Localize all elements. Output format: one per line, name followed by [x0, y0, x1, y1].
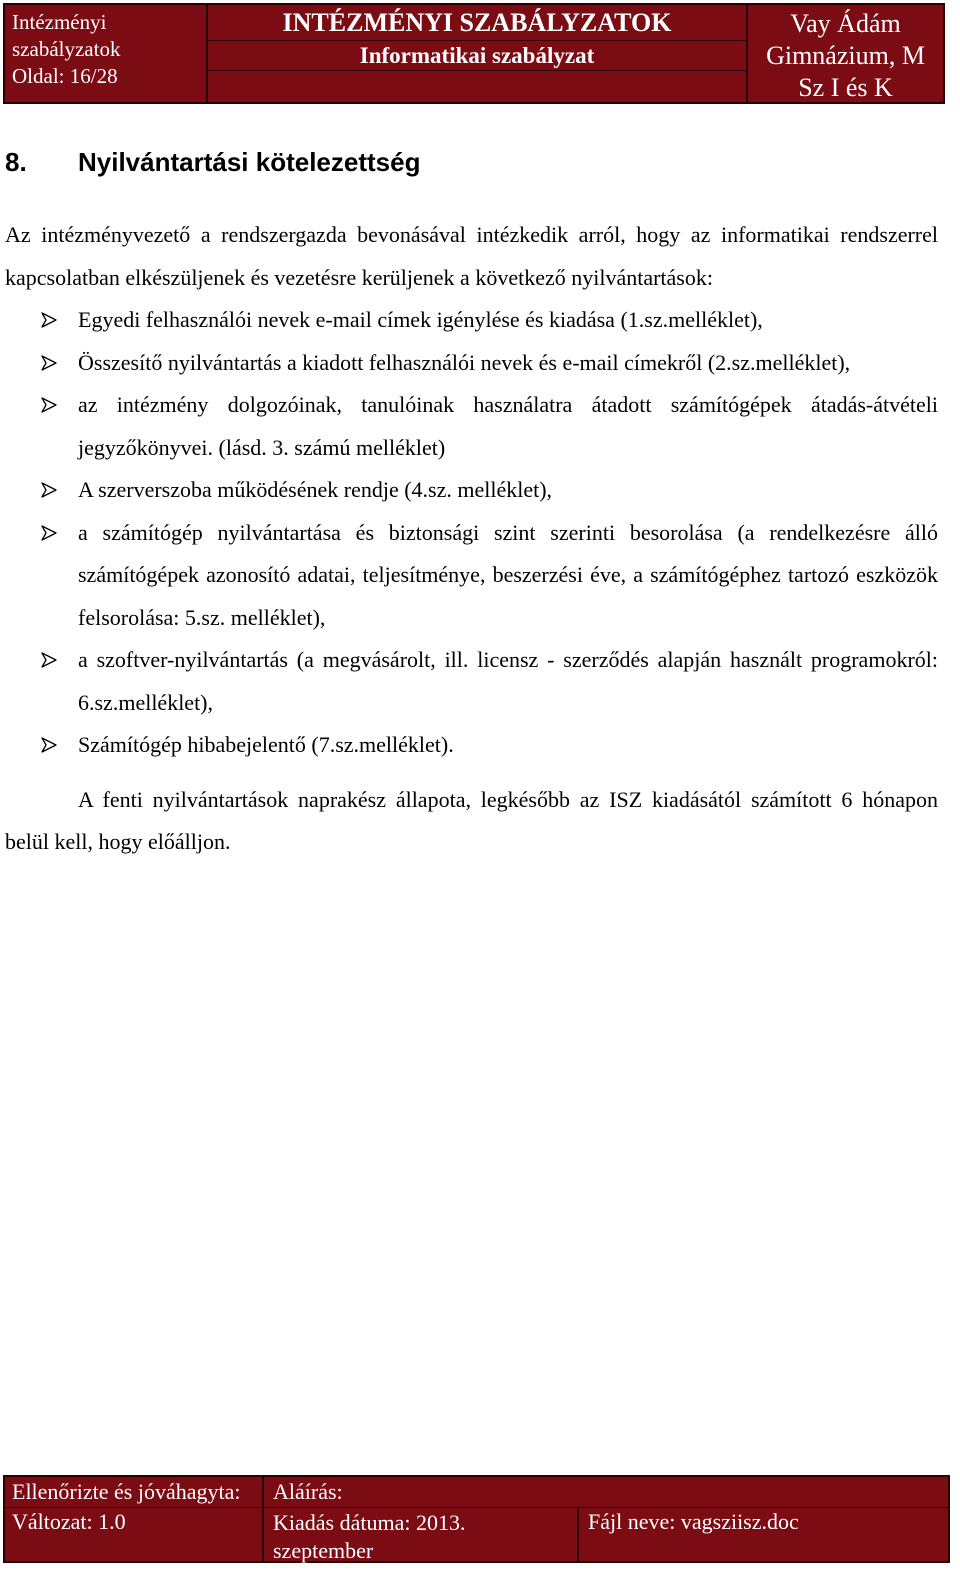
- arrowhead-bullet-icon: [39, 342, 59, 385]
- list-item-text: az intézmény dolgozóinak, tanulóinak használatra átadott számítógépek átadás-átvételi jegyzőkönyvei. (lásd. 3. számú melléklet): [78, 392, 938, 460]
- header-institution: [748, 5, 943, 104]
- issue-date-line: szeptember: [273, 1538, 374, 1563]
- list-item-text: Összesítő nyilvántartás a kiadott felhasználói nevek és e-mail címekről (2.sz.melléklet),: [78, 349, 851, 375]
- approved-by-label: Ellenőrizte és jóváhagyta:: [5, 1477, 264, 1507]
- list-item-text: A szerverszoba működésének rendje (4.sz. melléklet),: [78, 477, 553, 502]
- arrowhead-bullet-icon: [39, 639, 59, 682]
- list-item-text: a szoftver-nyilvántartás (a megvásárolt, ill. licensz - szerződés alapján használt programokról: 6.sz.melléklet),: [78, 647, 938, 715]
- section-number: 8.: [5, 147, 27, 177]
- page-number: Oldal: 16/28: [12, 64, 118, 88]
- page-header: [3, 3, 945, 104]
- header-subtitle: Informatikai szabályzat: [208, 41, 746, 71]
- institution-line: Vay Ádám: [790, 9, 901, 38]
- header-title-block: [208, 5, 748, 104]
- arrowhead-bullet-icon: [39, 724, 59, 767]
- header-doc-line: Intézményi: [12, 10, 107, 34]
- page-footer: [3, 1475, 950, 1563]
- section-title: Nyilvántartási kötelezettség: [78, 147, 421, 177]
- version-label: Változat: 1.0: [5, 1507, 264, 1561]
- document-body: [5, 140, 938, 864]
- institution-line: Sz I és K: [798, 73, 893, 102]
- footer-row-meta: [5, 1507, 948, 1561]
- list-item: [5, 724, 938, 767]
- list-item: [5, 384, 938, 469]
- file-name: Fájl neve: vagsziisz.doc: [588, 1509, 799, 1534]
- list-item-text: Számítógép hibabejelentő (7.sz.melléklet).: [78, 732, 454, 757]
- arrowhead-bullet-icon: [39, 384, 59, 427]
- intro-paragraph: Az intézményvezető a rendszergazda bevonásával intézkedik arról, hogy az informatikai rendszerrel kapcsolatban elkészüljenek és vezetésre kerüljenek a következő nyilvántartások:: [5, 222, 938, 290]
- records-list: [5, 299, 938, 767]
- header-doc-info: [5, 5, 208, 104]
- arrowhead-bullet-icon: [39, 469, 59, 512]
- list-item: [5, 469, 938, 512]
- closing-paragraph: A fenti nyilvántartások naprakész állapota, legkésőbb az ISZ kiadásától számított 6 hónapon belül kell, hogy előálljon.: [5, 786, 938, 854]
- footer-row-approval: [5, 1477, 948, 1508]
- list-item: [5, 342, 938, 385]
- signature-label: Aláírás:: [273, 1479, 343, 1504]
- list-item: [5, 512, 938, 640]
- header-empty-cell: [208, 71, 746, 104]
- list-item: [5, 299, 938, 342]
- issue-date-line: Kiadás dátuma: 2013.: [273, 1510, 466, 1535]
- list-item-text: a számítógép nyilvántartása és biztonsági szint szerinti besorolása (a rendelkezésre álló számítógépek azonosító adatai, teljesítménye, beszerzési éve, a számítógéphez tartozó eszközök felsorolása: 5.sz. melléklet),: [78, 519, 938, 630]
- list-item-text: Egyedi felhasználói nevek e-mail címek igénylése és kiadása (1.sz.melléklet),: [78, 307, 763, 332]
- header-title: INTÉZMÉNYI SZABÁLYZATOK: [208, 5, 746, 41]
- arrowhead-bullet-icon: [39, 512, 59, 555]
- issue-date: [264, 1507, 579, 1561]
- section-heading: [5, 140, 938, 184]
- institution-line: Gimnázium, M: [766, 41, 925, 70]
- arrowhead-bullet-icon: [39, 299, 59, 342]
- header-doc-line: szabályzatok: [12, 37, 121, 61]
- list-item: [5, 639, 938, 724]
